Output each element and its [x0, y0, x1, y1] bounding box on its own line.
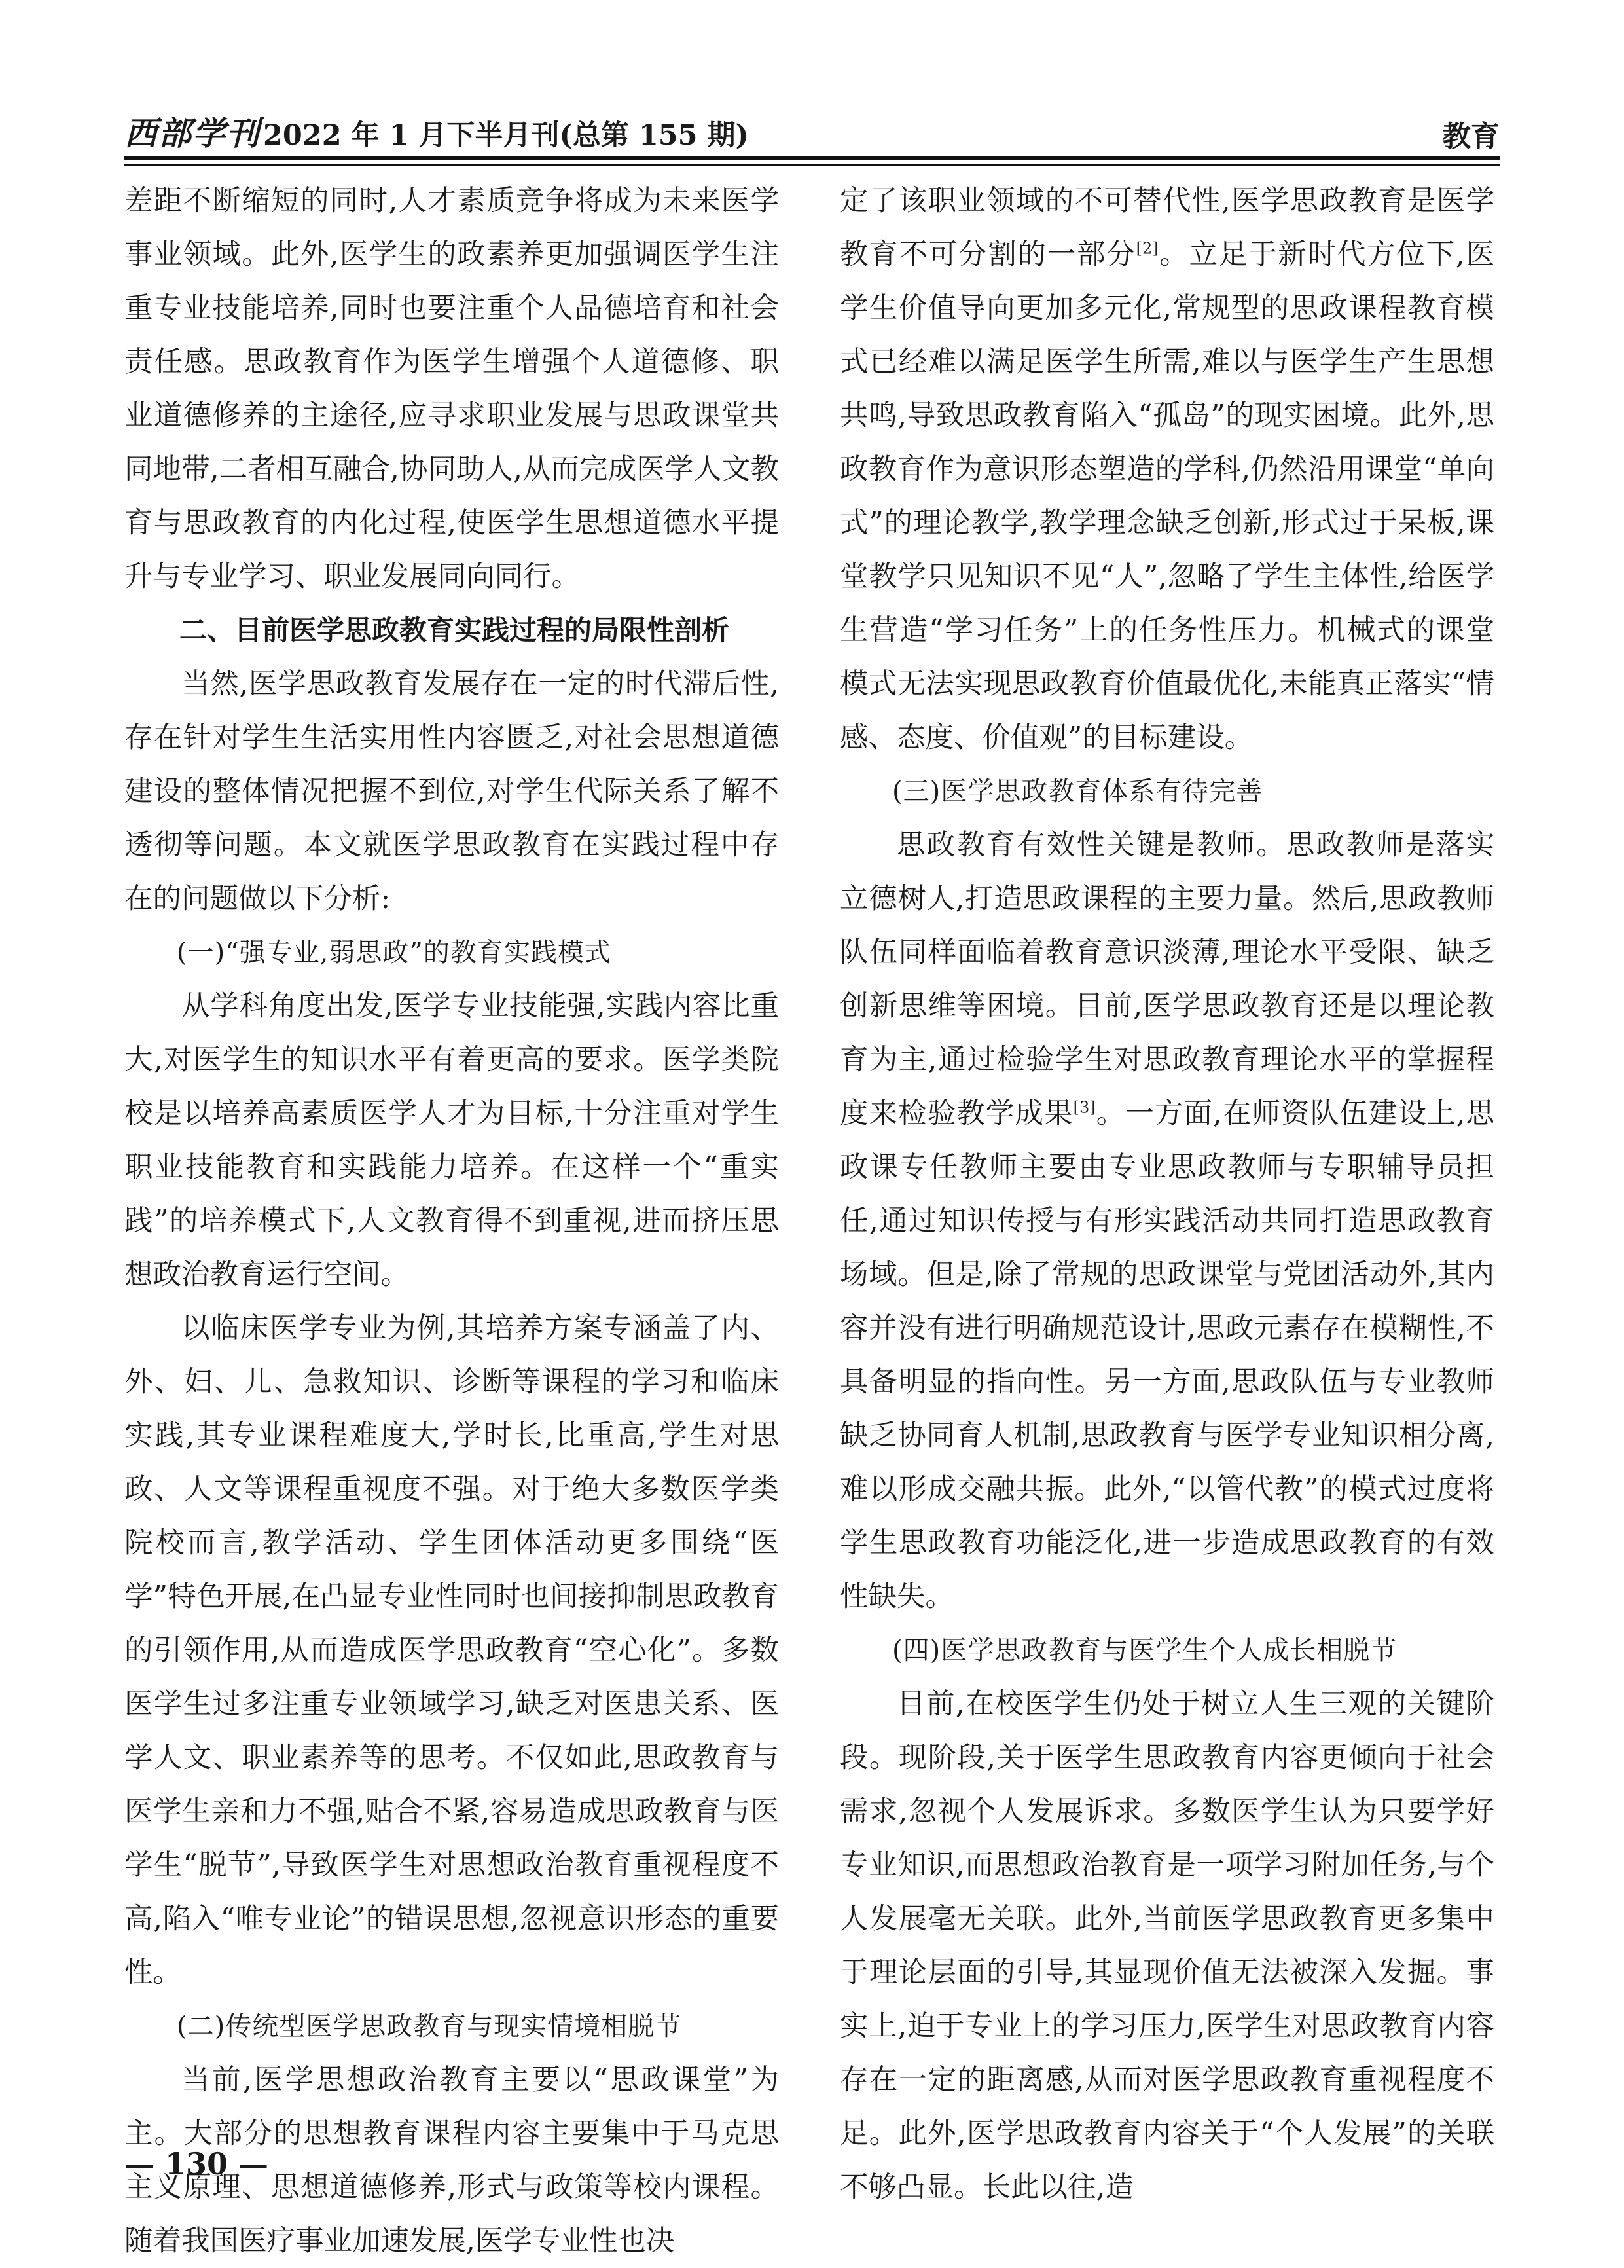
- section-heading: 二、目前医学思政教育实践过程的局限性剖析: [179, 614, 730, 646]
- subsection-heading: (四)医学思政教育与医学生个人成长相脱节: [892, 1636, 1398, 1666]
- journal-masthead-logo: 西部学刊: [124, 114, 261, 153]
- page-number: — 130 —: [124, 2146, 269, 2182]
- paragraph: 从学科角度出发,医学专业技能强,实践内容比重大,对医学生的知识水平有着更高的要求。医学类院校是以培养高素质医学人才为目标,十分注重对学生职业技能教育和实践能力培养。在这样一个“重实践”的培养模式下,人文教育得不到重视,进而挤压思想政治教育运行空间。: [124, 990, 779, 1291]
- paragraph-text: 思政教育有效性关键是教师。思政教师是落实立德树人,打造思政课程的主要力量。然后,思政教师队伍同样面临着教育意识淡薄,理论水平受限、缺乏创新思维等困境。目前,医学思政教育还是以理论教育为主,通过检验学生对思政教育理论水平的掌握程度来检验教学成果: [840, 829, 1494, 1130]
- citation-ref: [3]: [1073, 1098, 1096, 1117]
- header-rule-thin: [124, 164, 1500, 166]
- left-column: [124, 174, 779, 2268]
- paragraph: [840, 818, 1494, 1624]
- paragraph: 当然,医学思政教育发展存在一定的时代滞后性,存在针对学生生活实用性内容匮乏,对社会思想道德建设的整体情况把握不到位,对学生代际关系了解不透彻等问题。本文就医学思政教育在实践过程中存在的问题做以下分析:: [124, 668, 779, 915]
- right-column: [840, 174, 1494, 2214]
- subsection-heading: (三)医学思政教育体系有待完善: [892, 777, 1263, 807]
- paragraph-text: 。立足于新时代方位下,医学生价值导向更加多元化,常规型的思政课程教育模式已经难以满足医学生所需,难以与医学生产生思想共鸣,导致思政教育陷入“孤岛”的现实困境。此外,思政教育作为意识形态塑造的学科,仍然沿用课堂“单向式”的理论教学,教学理念缺乏创新,形式过于呆板,课堂教学只见知识不见“人”,忽略了学生主体性,给医学生营造“学习任务”上的任务性压力。机械式的课堂模式无法实现思政教育价值最优化,未能真正落实“情感、态度、价值观”的目标建设。: [840, 238, 1494, 754]
- header-left: [124, 107, 749, 155]
- paragraph: 差距不断缩短的同时,人才素质竞争将成为未来医学事业领域。此外,医学生的政素养更加强调医学生注重专业技能培养,同时也要注重个人品德培育和社会责任感。思政教育作为医学生增强个人道德修、职业道德修养的主途径,应寻求职业发展与思政课堂共同地带,二者相互融合,协同助人,从而完成医学人文教育与思政教育的内化过程,使医学生思想道德水平提升与专业学习、职业发展同向同行。: [124, 185, 779, 593]
- paragraph: 以临床医学专业为例,其培养方案专涵盖了内、外、妇、儿、急救知识、诊断等课程的学习和临床实践,其专业课程难度大,学时长,比重高,学生对思政、人文等课程重视度不强。对于绝大多数医学类院校而言,教学活动、学生团体活动更多围绕“医学”特色开展,在凸显专业性同时也间接抑制思政教育的引领作用,从而造成医学思政教育“空心化”。多数医学生过多注重专业领域学习,缺乏对医患关系、医学人文、职业素养等的思考。不仅如此,思政教育与医学生亲和力不强,贴合不紧,容易造成思政教育与医学生“脱节”,导致医学生对思想政治教育重视程度不高,陷入“唯专业论”的错误思想,忽视意识形态的重要性。: [124, 1312, 779, 1989]
- section-tag: 教育: [1442, 120, 1500, 153]
- page-header: [124, 111, 1500, 160]
- paragraph: 当前,医学思想政治教育主要以“思政课堂”为主。大部分的思想教育课程内容主要集中于马克思主义原理、思想道德修养,形式与政策等校内课程。随着我国医疗事业加速发展,医学专业性也决: [124, 2064, 779, 2258]
- paragraph-text: 。一方面,在师资队伍建设上,思政课专任教师主要由专业思政教师与专职辅导员担任,通过知识传授与有形实践活动共同打造思政教育场域。但是,除了常规的思政课堂与党团活动外,其内容并没有进行明确规范设计,思政元素存在模糊性,不具备明显的指向性。另一方面,思政队伍与专业教师缺乏协同育人机制,思政教育与医学专业知识相分离,难以形成交融共振。此外,“以管代教”的模式过度将学生思政教育功能泛化,进一步造成思政教育的有效性缺失。: [840, 1097, 1495, 1613]
- paragraph: [840, 174, 1494, 765]
- citation-ref: [2]: [1136, 239, 1159, 258]
- header-rule: [124, 156, 1500, 160]
- paragraph: 目前,在校医学生仍处于树立人生三观的关键阶段。现阶段,关于医学生思政教育内容更倾向于社会需求,忽视个人发展诉求。多数医学生认为只要学好专业知识,而思想政治教育是一项学习附加任务,与个人发展毫无关联。此外,当前医学思政教育更多集中于理论层面的引导,其显现价值无法被深入发掘。事实上,迫于专业上的学习压力,医学生对思政教育内容存在一定的距离感,从而对医学思政教育重视程度不足。此外,医学思政教育内容关于“个人发展”的关联不够凸显。长此以往,造: [840, 1688, 1494, 2204]
- issue-info: 2022 年 1 月下半月刊(总第 155 期): [263, 119, 749, 152]
- paragraph-text: 定了该职业领域的不可替代性,医学思政教育是医学教育不可分割的一部分: [840, 185, 1494, 271]
- subsection-heading: (二)传统型医学思政教育与现实情境相脱节: [177, 2011, 682, 2041]
- subsection-heading: (一)“强专业,弱思政”的教育实践模式: [177, 938, 611, 968]
